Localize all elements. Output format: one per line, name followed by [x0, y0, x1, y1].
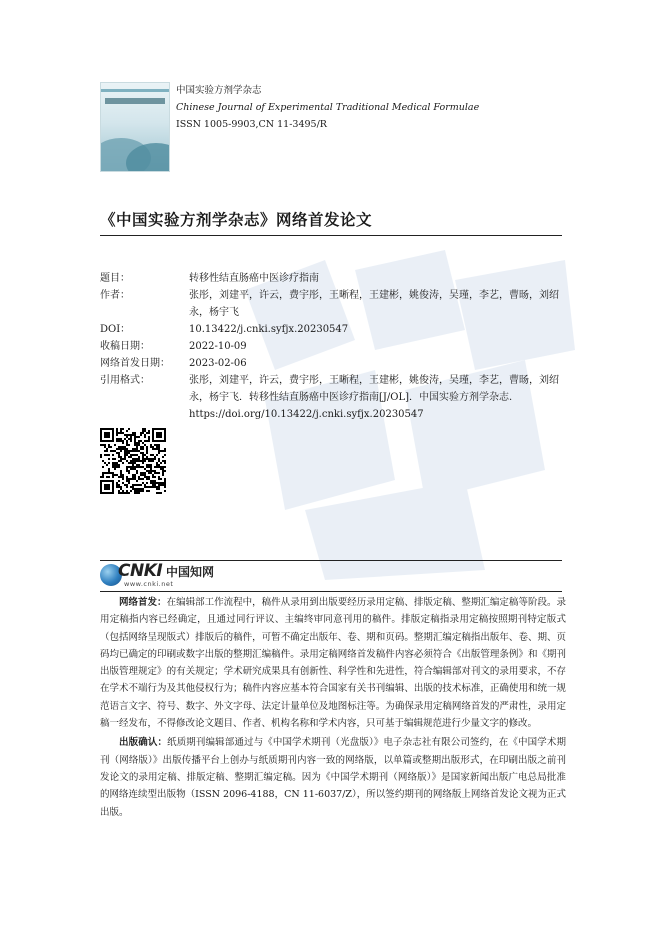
journal-cover-image [100, 82, 170, 172]
note-label: 网络首发： [119, 597, 167, 608]
note-text: 在编辑部工作流程中，稿件从录用到出版要经历录用定稿、排版定稿、整期汇编定稿等阶段。录用定稿指内容已经确定，且通过同行评议、主编终审同意刊用的稿件。排版定稿指录用定稿按照期刊特定版式（包括网络呈现版式）排版后的稿件，可暂不确定出版年、卷、期和页码。整期汇编定稿指出版年、卷、期、页码均已确定的印刷或数字出版的整期汇编稿件。录用定稿网络首发稿件内容必须符合《出版管理条例》和《期刊出版管理规定》的有关规定；学术研究成果具有创新性、科学性和先进性，符合编辑部对刊文的录用要求，不存在学术不端行为及其他侵权行为；稿件内容应基本符合国家有关书刊编辑、出版的技术标准，正确使用和统一规范语言文字、符号、数字、外文字母、法定计量单位及地图标注等。为确保录用定稿网络首发的严肃性，录用定稿一经发布，不得修改论文题目、作者、机构名称和学术内容，只可基于编辑规范进行少量文字的修改。 [100, 597, 566, 730]
journal-name-cn: 中国实验方剂学杂志 [176, 85, 262, 96]
cnki-url: www.cnki.net [124, 580, 174, 588]
citation-text: 张彤，刘建平，许云，费宇彤，王晰程，王建彬，姚俊涛，吴瑾，李艺，曹旸，刘绍永，杨宇飞．转移性结直肠癌中医诊疗指南[J/OL]．中国实验方剂学杂志. https://doi.org/10.13422/j.cnki.syfjx.20230547 [189, 375, 559, 420]
cover-title-lettering [105, 98, 165, 104]
meta-label: 作者： [100, 290, 130, 301]
cnki-chinese-name: 中国知网 [166, 565, 215, 579]
meta-label: 引用格式： [100, 375, 150, 386]
article-title: 转移性结直肠癌中医诊疗指南 [189, 273, 319, 284]
logo-top-divider [100, 560, 562, 561]
meta-label: 收稿日期： [100, 341, 150, 352]
qr-code[interactable] [100, 428, 166, 494]
meta-row-doi [100, 321, 570, 338]
meta-row-title [100, 270, 570, 287]
publication-notes [100, 594, 566, 823]
meta-row-received [100, 338, 570, 355]
note-label: 出版确认： [119, 737, 168, 749]
article-doi: 10.13422/j.cnki.syfjx.20230547 [189, 324, 349, 335]
page-title: 《中国实验方剂学杂志》网络首发论文 [100, 211, 373, 229]
note-publication-confirmation [100, 734, 566, 820]
meta-label: 网络首发日期： [100, 358, 170, 369]
note-online-first [100, 594, 566, 732]
logo-bottom-divider [100, 591, 562, 592]
meta-row-published [100, 355, 570, 372]
cnki-wordmark: CNKI [118, 561, 163, 581]
meta-label: 题目： [100, 273, 130, 284]
meta-row-citation [100, 372, 570, 423]
article-metadata [100, 270, 570, 423]
received-date: 2022-10-09 [189, 341, 247, 352]
journal-issn: ISSN 1005-9903,CN 11-3495/R [176, 119, 327, 130]
note-text: 纸质期刊编辑部通过与《中国学术期刊（光盘版）》电子杂志社有限公司签约，在《中国学术期刊（网络版）》出版传播平台上创办与纸质期刊内容一致的网络版，以单篇或整期出版形式，在印刷出版之前刊发论文的录用定稿、排版定稿、整期汇编定稿。因为《中国学术期刊（网络版）》是国家新闻出版广电总局批准的网络连续型出版物（ISSN 2096-4188，CN 11-6037/Z），所以签约期刊的网络版上网络首发论文视为正式出版。 [100, 737, 566, 818]
meta-label: DOI： [100, 324, 131, 335]
published-date: 2023-02-06 [189, 358, 247, 369]
journal-name-en: Chinese Journal of Experimental Traditional Medical Formulae [176, 102, 480, 113]
cnki-logo [100, 562, 220, 588]
article-authors: 张彤，刘建平，许云，费宇彤，王晰程，王建彬，姚俊涛，吴瑾，李艺，曹旸，刘绍永，杨宇飞 [189, 290, 559, 318]
meta-row-authors [100, 287, 570, 321]
title-divider [100, 235, 562, 236]
